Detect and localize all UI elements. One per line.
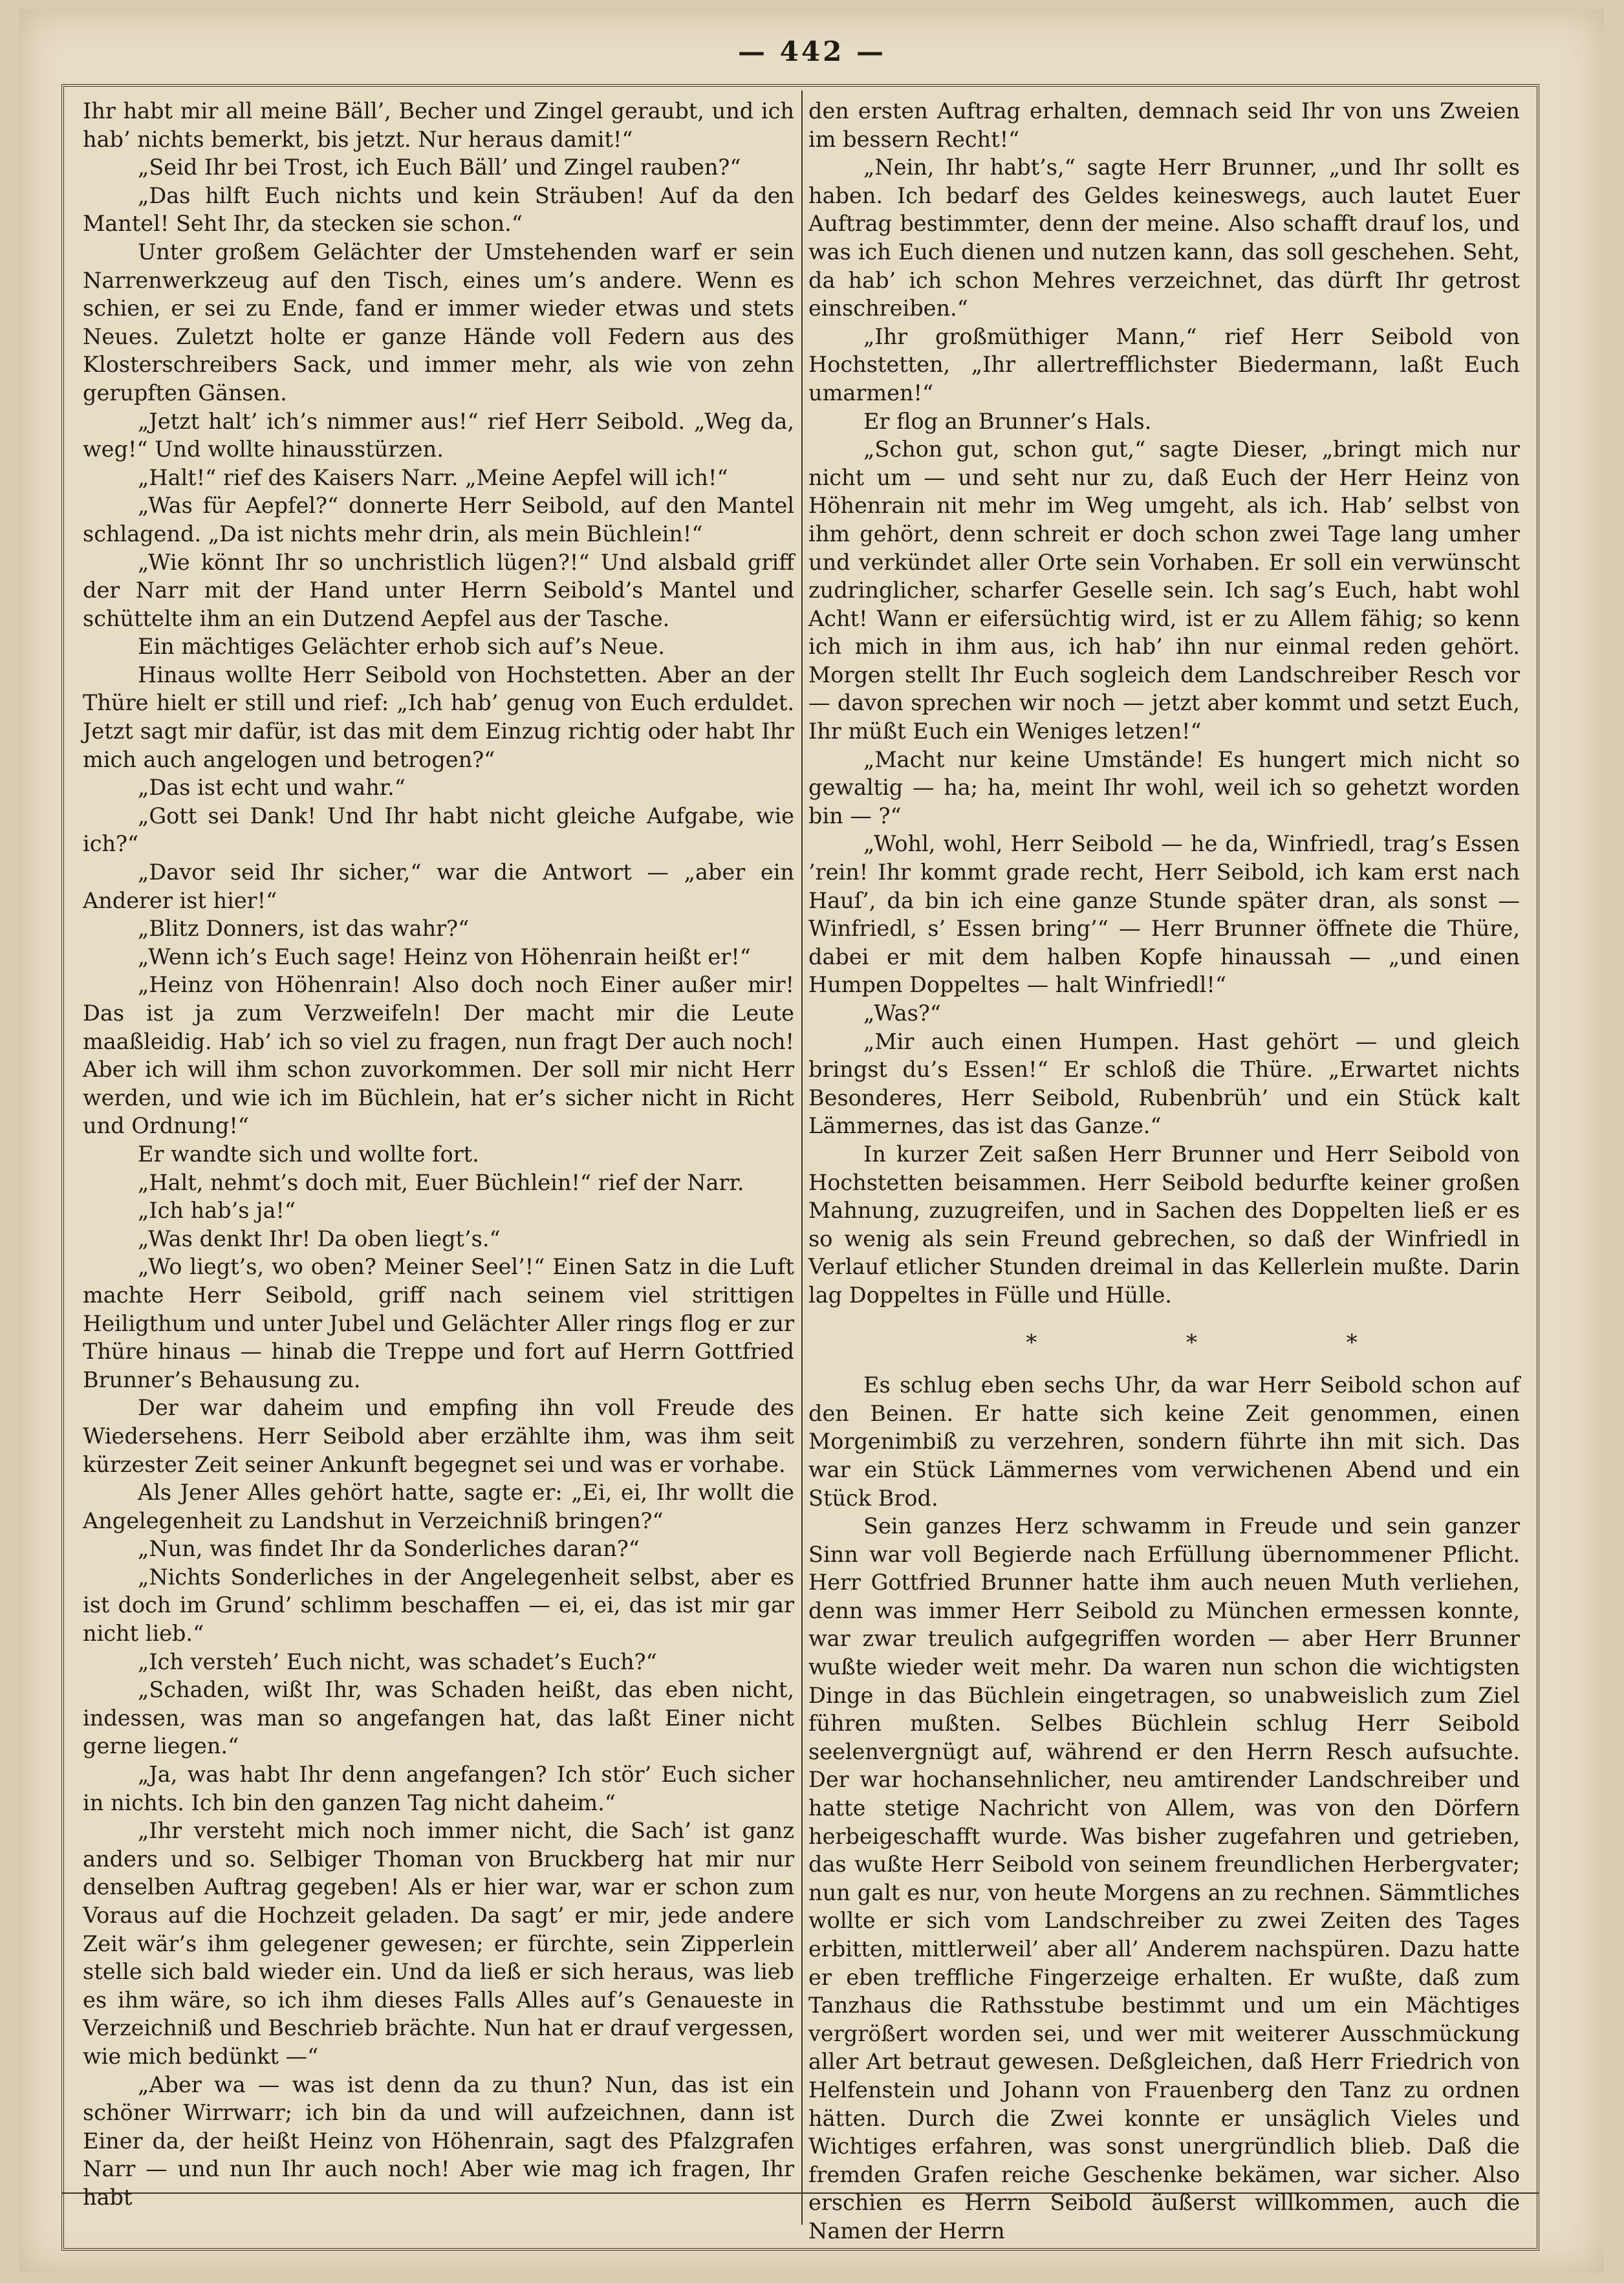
page-number: — 442 — <box>738 36 886 67</box>
left-column <box>83 97 794 2212</box>
paragraph: Ein mächtiges Gelächter erhob sich auf’s Neue. <box>138 634 665 660</box>
paragraph: Er flog an Brunner’s Hals. <box>863 408 1152 434</box>
paragraph: „Halt, nehmt’s doch mit, Euer Büchlein!“ rief der Narr. <box>138 1169 744 1195</box>
right-column <box>808 97 1520 2244</box>
paragraph: „Das hilft Euch nichts und kein Sträuben! Auf da den Mantel! Seht Ihr, da stecken sie schon.“ <box>83 182 794 237</box>
paragraph: Als Jener Alles gehört hatte, sagte er: „Ei, ei, Ihr wollt die Angelegenheit zu Landshut in Verzeichniß bringen?“ <box>83 1480 794 1533</box>
paragraph: Es schlug eben sechs Uhr, da war Herr Seibold schon auf den Beinen. Er hatte sich keine Zeit genommen, einen Morgenimbiß zu verzehren, sondern führte ihn mit sich. Das war ein Stück Lämmernes vom verwichenen Abend und ein Stück Brod. <box>808 1372 1520 1511</box>
paragraph: „Mir auch einen Humpen. Hast gehört — und gleich bringst du’s Essen!“ Er schloß die Thüre. „Erwartet nichts Besonderes, Herr Seibold, Rubenbrüh’ und ein Stück kalt Lämmernes, das ist das Ganze.“ <box>808 1028 1520 1139</box>
paragraph: „Schaden, wißt Ihr, was Schaden heißt, das eben nicht, indessen, was man so angefangen hat, das laßt Einer nicht gerne liegen.“ <box>83 1677 794 1759</box>
paragraph: „Jetzt halt’ ich’s nimmer aus!“ rief Herr Seibold. „Weg da, weg!“ Und wollte hinausstürzen. <box>83 408 794 462</box>
column-divider <box>801 91 803 2225</box>
paragraph: „Halt!“ rief des Kaisers Narr. „Meine Aepfel will ich!“ <box>138 464 728 490</box>
paragraph: „Was für Aepfel?“ donnerte Herr Seibold, auf den Mantel schlagend. „Da ist nichts mehr drin, als mein Büchlein!“ <box>83 493 794 546</box>
paragraph: „Ich hab’s ja!“ <box>138 1198 296 1224</box>
paragraph: Unter großem Gelächter der Umstehenden warf er sein Narrenwerkzeug auf den Tisch, eines um’s andere. Wenn es schien, er sei zu Ende, fand er immer wieder etwas und stets Neues. Zuletzt holte er ganze Hände voll Federn aus des Klosterschreibers Sack, und immer mehr, als wie von zehn gerupften Gänsen. <box>83 239 794 406</box>
paragraph: „Nein, Ihr habt’s,“ sagte Herr Brunner, „und Ihr sollt es haben. Ich bedarf des Geldes keineswegs, auch lautet Euer Auftrag bestimmter, denn der meine. Also schafft drauf los, und was ich Euch dienen und nutzen kann, das soll geschehen. Seht, da hab’ ich schon Mehres verzeichnet, das dürft Ihr getrost einschreiben.“ <box>808 155 1520 321</box>
paragraph: den ersten Auftrag erhalten, demnach seid Ihr von uns Zweien im bessern Recht!“ <box>808 98 1520 152</box>
bottom-rule <box>61 2192 1539 2194</box>
paragraph: „Seid Ihr bei Trost, ich Euch Bäll’ und Zingel rauben?“ <box>138 155 741 180</box>
paragraph: „Nichts Sonderliches in der Angelegenheit selbst, aber es ist doch im Grund’ schlimm beschaffen — ei, ei, das ist mir gar nicht lieb.“ <box>83 1564 794 1647</box>
paragraph: In kurzer Zeit saßen Herr Brunner und Herr Seibold von Hochstetten beisammen. Herr Seibold bedurfte keiner großen Mahnung, zuzugreifen, und in Sachen des Doppelten ließ er es so wenig als sein Freund gebrechen, so daß der Winfriedl in Verlauf etlicher Stunden dreimal in das Kellerlein mußte. Darin lag Doppeltes in Fülle und Hülle. <box>808 1141 1520 1308</box>
paragraph: „Nun, was findet Ihr da Sonderliches daran?“ <box>138 1536 640 1562</box>
paragraph: „Das ist echt und wahr.“ <box>138 775 406 801</box>
paragraph: „Was denkt Ihr! Da oben liegt’s.“ <box>138 1226 501 1251</box>
paragraph: „Davor seid Ihr sicher,“ war die Antwort — „aber ein Anderer ist hier!“ <box>83 860 794 913</box>
paragraph: „Schon gut, schon gut,“ sagte Dieser, „bringt mich nur nicht um — und seht nur zu, daß Euch der Herr Heinz von Höhenrain nit mehr im Weg umgeht, als ich. Hab’ selbst von ihm gehört, denn schreit er doch schon zwei Tage lang umher und verkündet aller Orte sein Vorhaben. Er soll ein verwünscht zudringlicher, scharfer Geselle sein. Ich sag’s Euch, habt wohl Acht! Wann er eifersüchtig wird, ist er zu Allem fähig; so kenn ich mich in ihm aus, ich hab’ ihn nur einmal reden gehört. Morgen stellt Ihr Euch sogleich dem Landschreiber Resch vor — davon sprechen wir noch — jetzt aber kommt und setzt Euch, Ihr müßt Euch ein Weniges letzen!“ <box>808 437 1520 744</box>
paragraph: „Wie könnt Ihr so unchristlich lügen?!“ Und alsbald griff der Narr mit der Hand unter Herrn Seibold’s Mantel und schüttelte ihm an ein Dutzend Aepfel aus der Tasche. <box>83 549 794 631</box>
paragraph: Sein ganzes Herz schwamm in Freude und sein ganzer Sinn war voll Begierde nach Erfüllung übernommener Pflicht. Herr Gottfried Brunner hatte ihm auch neuen Muth verliehen, denn was immer Herr Seibold zu München ermessen konnte, war zwar treulich aufgegriffen worden — aber Herr Brunner wußte wieder weit mehr. Da waren nun schon die wichtigsten Dinge in das Büchlein eingetragen, so unabweislich zum Ziel führen mußten. Selbes Büchlein schlug Herr Seibold seelenvergnügt auf, während er den Herrn Resch aufsuchte. Der war hochansehnlicher, neu amtirender Landschreiber und hatte stetige Nachricht von Allem, was von den Dörfern herbeigeschafft wurde. Was bisher zugefahren und getrieben, das wußte Herr Seibold von seinem freundlichen Herbergvater; nun galt es nur, von heute Morgens an zu rechnen. Sämmtliches wollte er sich vom Landschreiber zu zwei Zeiten des Tages erbitten, mittlerweil’ aber all’ Anderem nachspüren. Dazu hatte er eben treffliche Fingerzeige erhalten. Er wußte, daß zum Tanzhaus die Rathsstube bestimmt und um ein Mächtiges vergrößert worden sei, und wer mit weiterer Ausschmückung aller Art betraut gewesen. Deßgleichen, daß Herr Friedrich von Helfenstein und Johann von Frauenberg den Tanz zu ordnen hätten. Durch die Zwei konnte er unsäglich Vieles und Wichtiges erfahren, was sonst unergründlich blieb. Daß die fremden Grafen reiche Geschenke bekämen, war sicher. Also erschien es Herrn Seibold äußerst willkommen, auch die Namen der Herrn <box>808 1513 1520 2244</box>
paragraph: „Heinz von Höhenrain! Also doch noch Einer außer mir! Das ist ja zum Verzweifeln! Der macht mir die Leute maaßleidig. Hab’ ich so viel zu fragen, nun fragt Der auch noch! Aber ich will ihm schon zuvorkommen. Der soll mir nicht Herr werden, und wie ich im Büchlein, hat er’s sicher nicht in Richt und Ordnung!“ <box>83 972 794 1139</box>
paragraph: Er wandte sich und wollte fort. <box>138 1141 479 1167</box>
paragraph: „Wohl, wohl, Herr Seibold — he da, Winfriedl, trag’s Essen ’rein! Ihr kommt grade recht, Herr Seibold, ich kam erst nach Hauſ’, da bin ich eine ganze Stunde später dran, als sonst — Winfriedl, s’ Essen bring’“ — Herr Brunner öffnete die Thüre, dabei er mit dem halben Kopfe hinaussah — „und einen Humpen Doppeltes — halt Winfriedl!“ <box>808 831 1520 998</box>
section-separator: * * * <box>1026 1329 1429 1356</box>
paragraph: „Aber wa — was ist denn da zu thun? Nun, das ist ein schöner Wirrwarr; ich bin da und will aufzeichnen, dann ist Einer da, der heißt Heinz von Höhenrain, sagt des Pfalzgrafen Narr — und nun Ihr auch noch! Aber wie mag ich fragen, Ihr habt <box>83 2072 794 2210</box>
paragraph: „Ihr großmüthiger Mann,“ rief Herr Seibold von Hochstetten, „Ihr allertrefflichster Biedermann, laßt Euch umarmen!“ <box>808 323 1520 406</box>
paragraph: „Gott sei Dank! Und Ihr habt nicht gleiche Aufgabe, wie ich?“ <box>83 803 794 857</box>
paragraph: „Ich versteh’ Euch nicht, was schadet’s Euch?“ <box>138 1649 657 1674</box>
paragraph: Hinaus wollte Herr Seibold von Hochstetten. Aber an der Thüre hielt er still und rief: „Ich hab’ genug von Euch erduldet. Jetzt sagt mir dafür, ist das mit dem Einzug richtig oder habt Ihr mich auch angelogen und betrogen?“ <box>83 662 794 772</box>
paragraph: „Wo liegt’s, wo oben? Meiner Seel’!“ Einen Satz in die Luft machte Herr Seibold, griff nach seinem viel strittigen Heiligthum und unter Jubel und Gelächter Aller rings flog er zur Thüre hinaus — hinab die Treppe und fort auf Herrn Gottfried Brunner’s Behausung zu. <box>83 1254 794 1392</box>
paragraph: Der war daheim und empfing ihn voll Freude des Wiedersehens. Herr Seibold aber erzählte ihm, was ihm seit kürzester Zeit seiner Ankunft begegnet sei und was er vorhabe. <box>83 1395 794 1477</box>
paragraph: „Blitz Donners, ist das wahr?“ <box>138 916 470 942</box>
paragraph: „Macht nur keine Umstände! Es hungert mich nicht so gewaltig — ha; ha, meint Ihr wohl, weil ich so gehetzt worden bin — ?“ <box>808 746 1520 828</box>
paragraph: „Ja, was habt Ihr denn angefangen? Ich stör’ Euch sicher in nichts. Ich bin den ganzen Tag nicht daheim.“ <box>83 1762 794 1815</box>
paragraph: Ihr habt mir all meine Bäll’, Becher und Zingel geraubt, und ich hab’ nichts bemerkt, bis jetzt. Nur heraus damit!“ <box>83 98 794 152</box>
paragraph: „Was?“ <box>863 1001 941 1026</box>
paragraph: „Ihr versteht mich noch immer nicht, die Sach’ ist ganz anders und so. Selbiger Thoman von Bruckberg hat mir nur denselben Auftrag gegeben! Als er hier war, war er schon zum Voraus auf die Hochzeit geladen. Da sagt’ er mir, jede andere Zeit wär’s ihm gelegener gewesen; er fürchte, sein Zipperlein stelle sich bald wieder ein. Und da ließ er sich heraus, was lieb es ihm wäre, so ich ihm dieses Falls Alles auf’s Genaueste in Verzeichniß und Beschrieb brächte. Nun hat er drauf vergessen, wie mich bedünkt —“ <box>83 1818 794 2069</box>
paragraph: „Wenn ich’s Euch sage! Heinz von Höhenrain heißt er!“ <box>138 944 751 969</box>
